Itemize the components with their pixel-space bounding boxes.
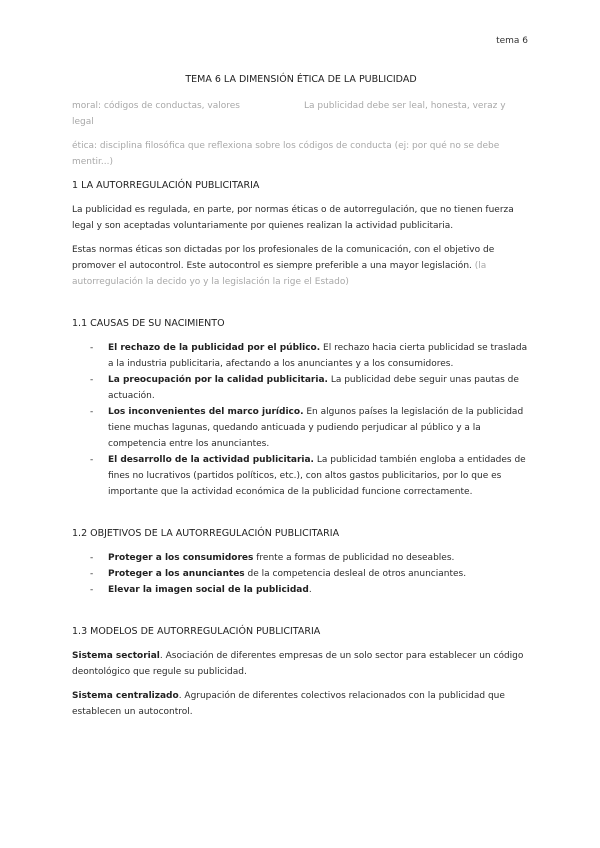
list-marker: - [90,553,94,563]
list-item-text: En algunos países la legislación de la publicidad tiene muchas lagunas, quedando anticuada y pudiendo perjudicar al público y a la competencia entre los anunciantes. [108,407,524,449]
objectives-list [72,550,530,598]
list-item [72,452,530,500]
list-item-bold: El rechazo de la publicidad por el público. [108,343,321,353]
moral-note: moral: códigos de conductas, valores [72,101,240,111]
sistema-centralizado-term: Sistema centralizado [72,691,179,701]
etica-note: ética: disciplina filosófica que reflexiona sobre los códigos de conducta (ej: por qué no se debe mentir...) [72,141,500,167]
section-1-2-heading: 1.2 OBJETIVOS DE LA AUTORREGULACIÓN PUBLICITARIA [72,528,340,539]
list-marker: - [90,585,94,595]
sistema-centralizado-paragraph [72,688,530,720]
moral-note-row [72,98,530,114]
section-1-paragraph-2-note: (la autorregulación la decido yo y la legislación la rige el Estado) [72,261,487,287]
section-1-paragraph-1: La publicidad es regulada, en parte, por normas éticas o de autorregulación, que no tienen fuerza legal y son aceptadas voluntariamente por quienes realizan la actividad publicitaria. [72,205,514,231]
list-item-bold: Elevar la imagen social de la publicidad [108,585,309,595]
section-1-paragraph-2 [72,242,530,290]
section-1-3-heading: 1.3 MODELOS DE AUTORREGULACIÓN PUBLICITARIA [72,626,321,637]
list-marker: - [90,407,94,417]
publicidad-note: La publicidad debe ser leal, honesta, veraz y [304,101,506,111]
page-label: tema 6 [496,36,528,46]
list-marker: - [90,343,94,353]
sistema-sectorial-paragraph [72,648,530,680]
list-item-text: frente a formas de publicidad no deseables. [253,553,455,563]
list-item [72,566,530,582]
list-item [72,372,530,404]
list-item-bold: Los inconvenientes del marco jurídico. [108,407,304,417]
list-marker: - [90,375,94,385]
sistema-sectorial-term: Sistema sectorial [72,651,160,661]
causes-list [72,340,530,500]
list-item-text: . [308,585,312,595]
list-item-text: de la competencia desleal de otros anunciantes. [244,569,467,579]
list-marker: - [90,455,94,465]
document-body [72,72,530,728]
sistema-sectorial-text: . Asociación de diferentes empresas de un solo sector para establecer un código deontológico que regule su publicidad. [72,651,524,677]
moral-note-continuation: legal [72,117,94,127]
section-1-paragraph-2-text: Estas normas éticas son dictadas por los profesionales de la comunicación, con el objetivo de promover el autocontrol. Este autocontrol es siempre preferible a una mayor legislación. [72,245,495,271]
list-item-bold: Proteger a los anunciantes [108,569,245,579]
list-item [72,340,530,372]
list-item [72,582,530,598]
list-item-bold: Proteger a los consumidores [108,553,254,563]
document-title: TEMA 6 LA DIMENSIÓN ÉTICA DE LA PUBLICIDAD [185,74,417,85]
list-item-bold: El desarrollo de la actividad publicitaria. [108,455,314,465]
list-item-text: El rechazo hacia cierta publicidad se traslada a la industria publicitaria, afectando a los anunciantes y a los consumidores. [108,343,528,369]
list-item-bold: La preocupación por la calidad publicitaria. [108,375,328,385]
list-item-text: La publicidad también engloba a entidades de fines no lucrativos (partidos políticos, etc.), con altos gastos publicitarios, por lo que es importante que la actividad económica de la publicidad funcione correctamente. [108,455,526,497]
section-1-1-heading: 1.1 CAUSAS DE SU NACIMIENTO [72,318,225,329]
list-item [72,404,530,452]
section-1-heading: 1 LA AUTORREGULACIÓN PUBLICITARIA [72,180,260,191]
list-item [72,550,530,566]
list-marker: - [90,569,94,579]
sistema-centralizado-text: . Agrupación de diferentes colectivos relacionados con la publicidad que establecen un autocontrol. [72,691,505,717]
list-item-text: La publicidad debe seguir unas pautas de actuación. [108,375,519,401]
